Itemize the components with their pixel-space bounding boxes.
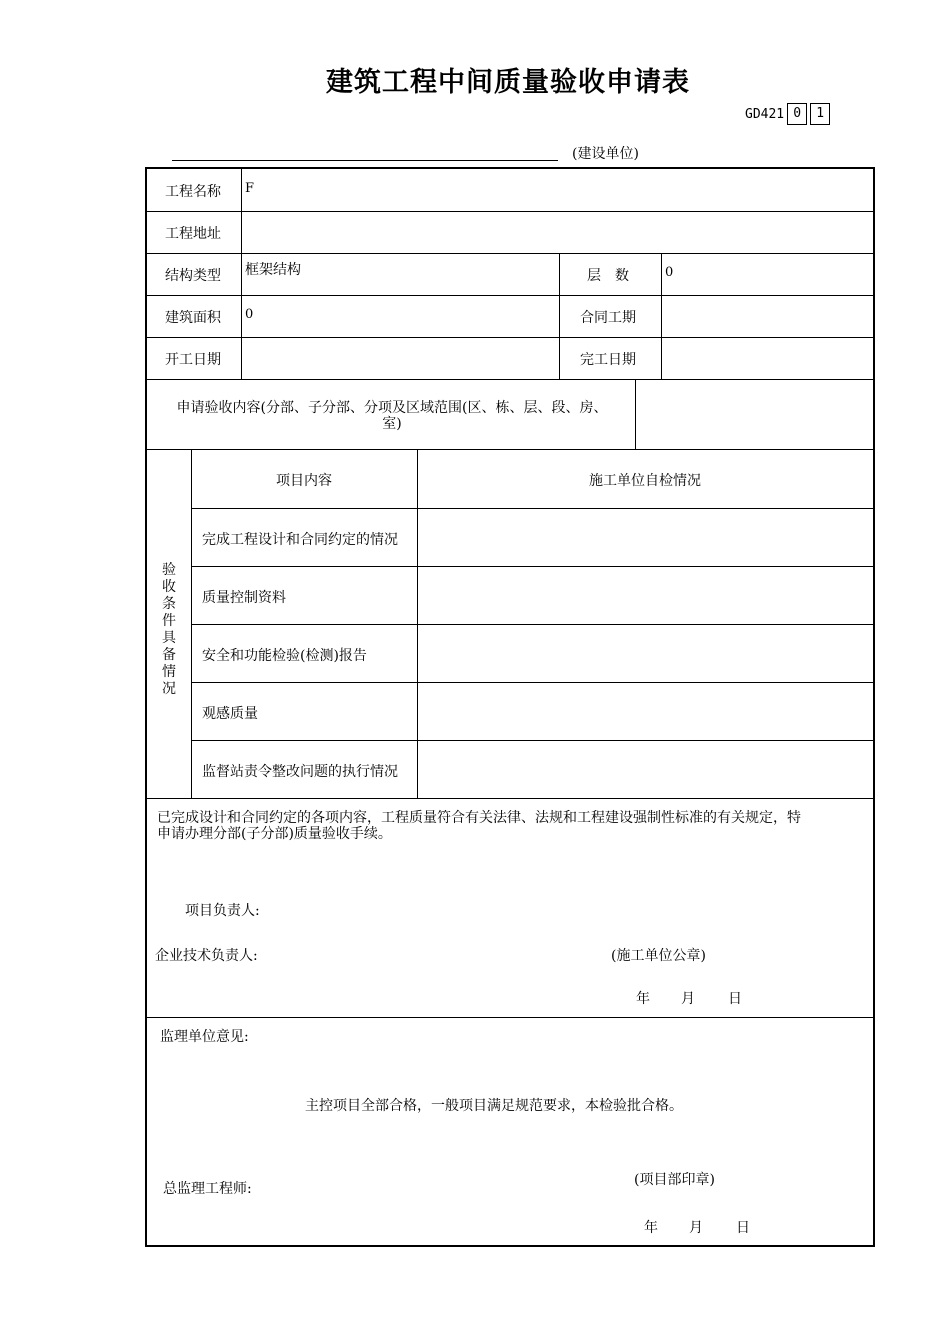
side-label-char: 件	[162, 613, 176, 629]
form-table	[145, 167, 875, 1247]
supervision-date-day: 日	[736, 1220, 750, 1236]
declaration-date-year: 年	[636, 991, 650, 1007]
declaration-text	[157, 810, 869, 842]
condition-item: 完成工程设计和合同约定的情况	[202, 532, 398, 548]
supervision-opinion-text[interactable]: 主控项目全部合格，一般项目满足规范要求，本检验批合格。	[305, 1098, 683, 1114]
row-divider	[191, 624, 873, 625]
construction-unit-blank	[172, 160, 558, 161]
construction-unit-label: (建设单位)	[572, 146, 639, 162]
side-label-char: 具	[162, 630, 176, 646]
row-divider	[147, 449, 873, 450]
row-divider	[147, 253, 873, 254]
col-divider	[191, 449, 192, 798]
inspection-scope-label-line2: 室)	[382, 416, 402, 432]
inspection-scope-label	[157, 400, 627, 432]
row-divider	[191, 740, 873, 741]
col-header-self-check: 施工单位自检情况	[589, 473, 701, 489]
side-label-char: 收	[162, 579, 176, 595]
col-divider	[417, 449, 418, 798]
side-label-char: 条	[162, 596, 176, 612]
floors-label: 层 数	[587, 268, 629, 284]
col-divider	[559, 253, 560, 379]
building-area-label: 建筑面积	[165, 310, 221, 326]
floors-value[interactable]: 0	[665, 265, 674, 280]
side-label-char: 备	[162, 647, 176, 663]
col-divider	[241, 169, 242, 379]
chief-engineer-label: 总监理工程师:	[163, 1181, 252, 1197]
structure-type-label: 结构类型	[165, 268, 221, 284]
row-divider	[147, 211, 873, 212]
project-name-value[interactable]: F	[245, 181, 255, 196]
condition-item: 安全和功能检验(检测)报告	[202, 648, 367, 664]
side-label-char: 情	[162, 664, 176, 680]
declaration-date-day: 日	[728, 991, 742, 1007]
supervisor-seal-label: (项目部印章)	[634, 1172, 715, 1188]
side-label-char: 况	[162, 681, 176, 697]
form-code-box-1: 0	[787, 103, 807, 125]
tech-manager-label: 企业技术负责人:	[155, 948, 258, 964]
declaration-text-line2: 申请办理分部(子分部)质量验收手续。	[157, 826, 392, 842]
row-divider	[147, 379, 873, 380]
form-code-prefix: GD421	[745, 106, 785, 122]
declaration-text-line1: 已完成设计和合同约定的各项内容，工程质量符合有关法律、法规和工程建设强制性标准的有关规定，特	[157, 810, 801, 826]
col-header-item: 项目内容	[276, 473, 332, 489]
project-address-label: 工程地址	[165, 226, 221, 242]
row-divider	[147, 295, 873, 296]
form-title: 建筑工程中间质量验收申请表	[326, 67, 690, 98]
row-divider	[191, 508, 873, 509]
row-divider	[191, 682, 873, 683]
building-area-value[interactable]: 0	[245, 307, 254, 322]
inspection-scope-label-line1: 申请验收内容(分部、子分部、分项及区域范围(区、栋、层、段、房、	[176, 400, 608, 416]
project-name-label: 工程名称	[165, 184, 221, 200]
start-date-label: 开工日期	[165, 352, 221, 368]
condition-item: 观感质量	[202, 706, 258, 722]
side-label-char: 验	[162, 562, 176, 578]
row-divider	[147, 1017, 873, 1018]
col-divider	[661, 253, 662, 379]
form-code	[745, 103, 830, 125]
declaration-date-month: 月	[681, 991, 695, 1007]
finish-date-label: 完工日期	[580, 352, 636, 368]
contract-period-label: 合同工期	[580, 310, 636, 326]
project-manager-label: 项目负责人:	[185, 903, 260, 919]
condition-item: 质量控制资料	[202, 590, 286, 606]
structure-type-value[interactable]: 框架结构	[245, 262, 301, 278]
contractor-seal-label: (施工单位公章)	[611, 948, 706, 964]
row-divider	[191, 566, 873, 567]
row-divider	[147, 798, 873, 799]
supervision-opinion-label: 监理单位意见:	[160, 1029, 249, 1045]
col-divider	[635, 379, 636, 449]
conditions-side-label	[161, 562, 177, 698]
form-code-box-2: 1	[810, 103, 830, 125]
row-divider	[147, 337, 873, 338]
supervision-date-year: 年	[644, 1220, 658, 1236]
supervision-date-month: 月	[689, 1220, 703, 1236]
condition-item: 监督站责令整改问题的执行情况	[202, 764, 398, 780]
